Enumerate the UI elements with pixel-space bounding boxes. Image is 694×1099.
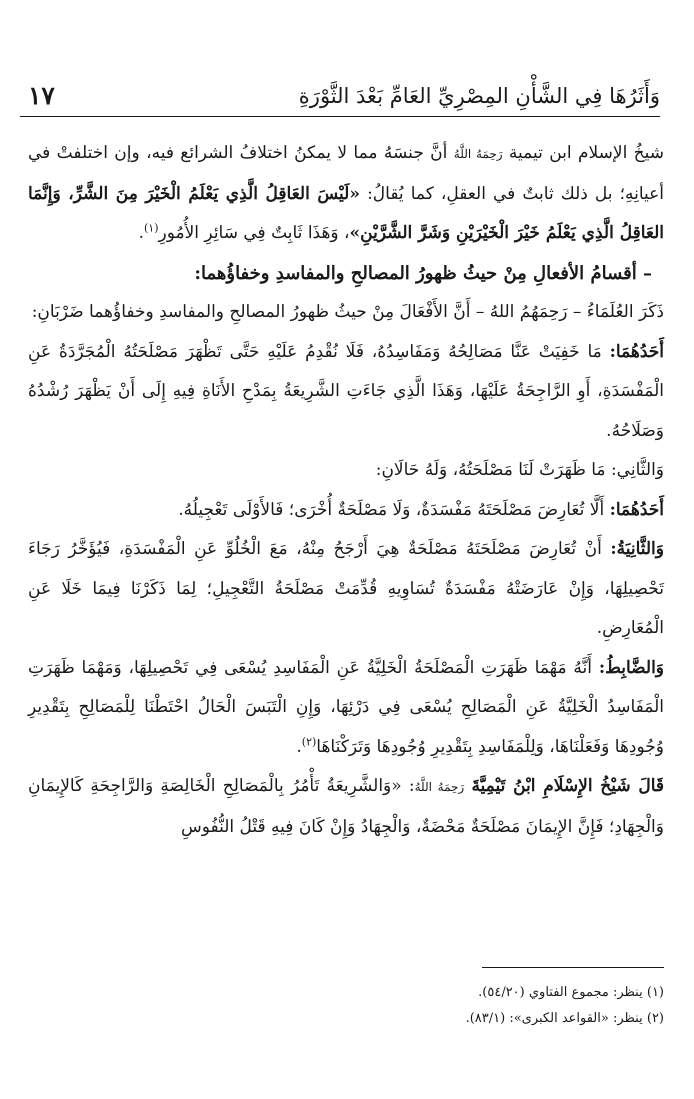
paragraph-6-lead: وَالثَّانِيَةُ: <box>610 539 664 559</box>
paragraph-1-text-a: شيخُ الإسلام ابن تيمية <box>508 143 665 163</box>
paragraph-1-end: . <box>138 223 144 243</box>
honorific-mark-2: رَحِمَهُ اللَّهُ <box>414 780 465 794</box>
paragraph-7-text: أَنَّهُ مَهْمَا ظَهَرَتِ الْمَصْلَحَةُ الْخَلِيَّةُ عَنِ الْمَفَاسِدِ يُسْعَى فِي تَحْصِيلِهَا، وَمَهْمَا ظَهَرَتِ الْمَفَاسِدُ الْخَلِيَّةُ عَنِ الْمَصَالِحِ يُسْعَى فِي دَرْئِهَا، وَإِنِ الْتَبَسَ الْحَالُ احْتَطْنَا لِلْمَصَالِحِ بِتَقْدِيرِ وُجُودِهَا وَفَعَلْنَاهَا، وَلِلْمَفَاسِدِ بِتَقْدِيرِ وُجُودِهَا وَتَرَكْنَاهَا <box>28 657 664 757</box>
paragraph-1-text-c: ، وَهَذَا ثَابِتٌ فِي سَائِرِ الأُمُورِ <box>158 223 350 243</box>
paragraph-8-text: : «وَالشَّرِيعَةُ تَأْمُرُ بِالْمَصَالِحِ الْخَالِصَةِ وَالرَّاجِحَةِ كَالإِيمَانِ وَالْجِهَادِ؛ فَإِنَّ الإِيمَانَ مَصْلَحَةٌ مَحْضَةٌ، وَالْجِهَادُ وَإِنْ كَانَ فِيهِ قَتْلُ النُّفُوسِ <box>28 776 664 837</box>
footnote-divider <box>482 967 664 968</box>
footnotes <box>28 980 664 1032</box>
paragraph-3-lead: أَحَدُهُمَا: <box>609 341 665 362</box>
paragraph-6-text: أَنْ تُعَارِضَ مَصْلَحَتَهُ مَصْلَحَةٌ هِيَ أَرْجَحُ مِنْهُ، مَعَ الْخُلُوِّ عَنِ الْمَفْسَدَةِ، فَيُؤَخَّرُ رَجَاءَ تَحْصِيلِهَا، وَإِنْ عَارَضَتْهُ مَفْسَدَةٌ تُسَاوِيهِ قُدِّمَتْ مَصْلَحَةُ التَّعْجِيلِ؛ لِمَا ذَكَرْنَا فِيمَا خَلَا عَنِ الْمُعَارِضِ. <box>28 539 664 638</box>
paragraph-2: ذَكَرَ العُلَمَاءُ – رَحِمَهُمُ اللهُ – أَنَّ الأَفْعَالَ مِنْ حيثُ ظهورُ المصالحِ والمفاسدِ وخفاؤُهما ضَرْبَانِ: <box>31 302 664 322</box>
paragraph-7-end: . <box>296 736 302 757</box>
running-header <box>20 76 660 117</box>
paragraph-5-lead: أَحَدُهُمَا: <box>609 499 664 520</box>
footnote-ref-2: (٢) <box>301 734 317 748</box>
footnote-1: (١) ينظر: مجموع الفتاوي (٥٤/٢٠). <box>478 985 664 1000</box>
main-text <box>28 134 664 847</box>
paragraph-6 <box>28 530 664 649</box>
paragraph-7-lead: وَالضَّابِطُ: <box>598 657 665 678</box>
page-number: ١٧ <box>28 81 55 110</box>
paragraph-1 <box>28 134 664 254</box>
paragraph-3 <box>28 333 664 452</box>
section-heading: – أقسامُ الأفعالِ مِنْ حيثُ ظهورُ المصالحِ والمفاسدِ وخفاؤُهما: <box>194 262 652 284</box>
honorific-mark: رَحِمَهُ اللَّهُ <box>453 147 503 161</box>
paragraph-5-text: أَلَّا تُعَارِضَ مَصْلَحَتَهُ مَفْسَدَةٌ، وَلَا مَصْلَحَةٌ أُخْرَى؛ فَالأَوْلَى تَعْجِيلُهُ. <box>178 499 605 520</box>
paragraph-8 <box>28 767 664 847</box>
paragraph-3-text: مَا خَفِيَتْ عَنَّا مَصَالِحُهُ وَمَفَاسِدُهُ، فَلَا نُقْدِمُ عَلَيْهِ حَتَّى تَظْهَرَ مَصْلَحَتُهُ الْمُجَرَّدَةُ عَنِ الْمَفْسَدَةِ، أَوِ الرَّاجِحَةُ عَلَيْهَا، وَهَذَا الَّذِي جَاءَتِ الشَّرِيعَةُ بِمَدْحِ الأَنَاةِ فِيهِ إِلَى أَنْ يَظْهَرَ رُشْدُهُ وَصَلَاحُهُ. <box>28 341 664 441</box>
footnote-ref-1: (١) <box>144 221 159 235</box>
header-title: وَأَثَرُهَا فِي الشَّأْنِ المِصْرِيِّ العَامِّ بَعْدَ الثَّوْرَةِ <box>298 84 660 108</box>
footnote-2: (٢) ينظر: «القواعد الكبرى»: (٨٣/١). <box>465 1011 664 1026</box>
paragraph-1-text-b: أنَّ جنسَهُ مما لا يمكنُ اختلافُ الشرائع فيه، وإن اختلفتْ في أعيانِهِ؛ بل ذلك ثابتٌ في العقلِ، كما يُقالُ: <box>28 143 665 204</box>
paragraph-8-lead: قَالَ شَيْخُ الإِسْلَامِ ابْنُ تَيْمِيَّةَ <box>471 776 665 796</box>
paragraph-5 <box>28 491 664 531</box>
quoted-saying: «لَيْسَ العَاقِلُ الَّذِي يَعْلَمُ الْخَيْرَ مِنَ الشَّرِّ، وَإِنَّمَا العَاقِلُ الَّذِي يَعْلَمُ خَيْرَ الْخَيْرَيْنِ وَشَرَّ الشَّرَّيْنِ» <box>28 183 664 243</box>
paragraph-7 <box>28 649 664 768</box>
paragraph-4: وَالثَّانِي: مَا ظَهَرَتْ لَنَا مَصْلَحَتُهُ، وَلَهُ حَالَانِ: <box>375 460 664 480</box>
